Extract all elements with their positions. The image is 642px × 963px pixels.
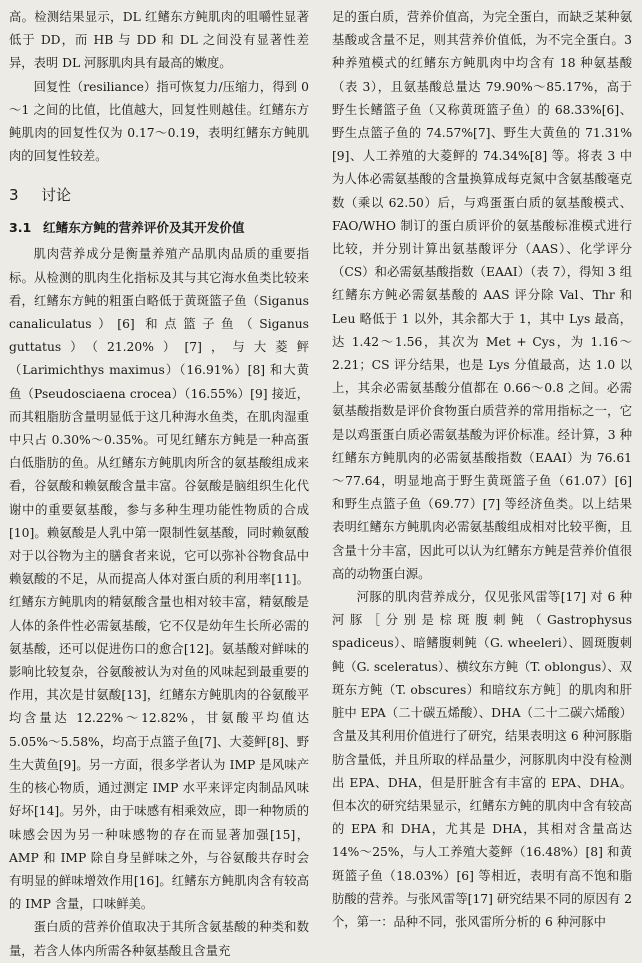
subsection-number: 3.1 bbox=[9, 220, 32, 236]
subsection-heading bbox=[9, 216, 309, 239]
right-column bbox=[332, 6, 632, 934]
paragraph-chewiness: 高。检测结果显示，DL 红鳍东方鲀肌肉的咀嚼性显著低于 DD，而 HB 与 DD 和 DL 之间没有显著性差异，表明 DL 河豚肌肉具有最高的嫩度。 bbox=[9, 10, 309, 71]
paragraph-nutrition: 肌肉营养成分是衡量养殖产品肌肉品质的重要指标。从检测的肌肉生化指标及其与其它海水鱼类比较来看，红鳍东方鲀的粗蛋白略低于黄斑篮子鱼（Siganus canaliculatus）[6] 和点篮子鱼（Siganus guttatus）（21.20%）[7]，与大菱鲆（Larimichthys maximus）（16.91%）[8] 和大黄鱼（Pseudosciaena crocea）（16.55%）[9] 接近，而其粗脂肪含量明显低于这几种海水鱼类，在肌肉湿重中只占 0.30%～0.35%。可见红鳍东方鲀是一种高蛋白低脂肪的鱼。从红鳍东方鲀肌肉所含的氨基酸组成来看，谷氨酸和赖氨酸含量丰富。谷氨酸是脑组织生化代谢中的重要氨基酸，参与多种生理功能性物质的合成[10]。赖氨酸是人乳中第一限制性氨基酸，同时赖氨酸对于以谷物为主的膳食者来说，它可以弥补谷物食品中赖氨酸的不足，从而提高人体对蛋白质的利用率[11]。红鳍东方鲀肌肉的精氨酸含量也相对较丰富，精氨酸是人体的条件性必需氨基酸，它不仅是幼年生长所必需的氨基酸，还可以促进伤口的愈合[12]。氨基酸对鲜味的影响比较复杂，谷氨酸被认为对鱼的风味起到最重要的作用，其次是甘氨酸[13]，红鳍东方鲀肌肉的谷氨酸平均含量达 12.22%～12.82%，甘氨酸平均值达 5.05%～5.58%，均高于点篮子鱼[7]、大菱鲆[8]、野生大黄鱼[9]。另一方面，很多学者认为 IMP 是风味产生的核心物质，通过测定 IMP 水平来评定肉制品风味好坏[14]。另外，由于味感有相乘效应，即一种物质的味感会因为另一种味感物的存在而显著加强[15]，AMP 和 IMP 除自身呈鲜味之外，与谷氨酸共存时会有明显的鲜味增效作用[16]。红鳍东方鲀肌肉含有较高的 IMP 含量，口味鲜美。 bbox=[9, 247, 309, 912]
left-column bbox=[9, 6, 309, 963]
paragraph-amino-acids: 足的蛋白质，营养价值高，为完全蛋白，而缺乏某种氨基酸或含量不足，则其营养价值低，为不完全蛋白。3 种养殖模式的红鳍东方鲀肌肉中均含有 18 种氨基酸（表 3），且氨基酸总量达 79.90%～85.17%，高于野生长鳍篮子鱼（又称黄斑篮子鱼）的 68.33%[6]、野生点篮子鱼的 74.57%[7]、野生大黄鱼的 71.31%[9]、人工养殖的大菱鲆的 74.34%[8] 等。将表 3 中为人体必需氨基酸的含量换算成每克氮中含氨基酸毫克数（乘以 62.50）后，与鸡蛋蛋白质的氨基酸模式、FAO/WHO 制订的蛋白质评价的氨基酸标准模式进行比较，并分别计算出氨基酸评分（AAS）、化学评分（CS）和必需氨基酸指数（EAAI）（表 7），得知 3 组红鳍东方鲀必需氨基酸的 AAS 评分除 Val、Thr 和 Leu 略低于 1 以外，其余都大于 1，其中 Lys 最高，达 1.42～1.56，其次为 Met + Cys，为 1.16～2.21；CS 评分结果，也是 Lys 分值最高，达 1.0 以上，其余必需氨基酸分值都在 0.66～0.8 之间。必需氨基酸指数是评价食物蛋白质营养的常用指标之一，它是以鸡蛋蛋白质必需氨基酸为评价标准。经计算，3 种红鳍东方鲀肌肉的必需氨基酸指数（EAAI）为 76.61～77.64，明显地高于野生黄斑篮子鱼（61.07）[6] 和野生点篮子鱼（69.77）[7] 等经济鱼类。以上结果表明红鳍东方鲀肌肉必需氨基酸组成相对比较平衡，且含量十分丰富，因此可以认为红鳍东方鲀是营养价值很高的动物蛋白源。 bbox=[332, 10, 632, 581]
section-title: 讨论 bbox=[41, 186, 72, 205]
paragraph-epa-dha: 河豚的肌肉营养成分，仅见张风雷等[17] 对 6 种河豚［分别是棕斑腹刺鲀（Gastrophysus spadiceus）、暗鳍腹刺鲀（G. wheeleri）、圆斑腹刺鲀（G. sceleratus）、横纹东方鲀（T. oblongus）、双斑东方鲀（T. obscures）和暗纹东方鲀］的肌肉和肝脏中 EPA（二十碳五烯酸）、DHA（二十二碳六烯酸）含量及其利用价值进行了研究，结果表明这 6 种河豚脂肪含量低，并且所取的样品量少，河豚肌肉中没有检测出 EPA、DHA，但是肝脏含有丰富的 EPA、DHA。但本次的研究结果显示，红鳍东方鲀的肌肉中含有较高的 EPA 和 DHA，尤其是 DHA，其相对含量高达 14%～25%，与人工养殖大菱鲆（16.48%）[8] 和黄斑篮子鱼（18.03%）[6] 等相近，表明有高不饱和脂肪酸的营养。与张风雷等[17] 研究结果不同的原因有 2 个，第一：品种不同，张风雷所分析的 6 种河豚中 bbox=[332, 590, 632, 929]
paragraph-protein-value: 蛋白质的营养价值取决于其所含氨基酸的种类和数量，若含人体内所需各种氨基酸且含量充 bbox=[9, 920, 309, 958]
paragraph-resilience: 回复性（resiliance）指可恢复力/压缩力，得到 0～1 之间的比值，比值越大，回复性则越佳。红鳍东方鲀肌肉的回复性仅为 0.17～0.19，表明红鳍东方鲀肌肉的回复性较差。 bbox=[9, 79, 309, 164]
subsection-title: 红鳍东方鲀的营养评价及其开发价值 bbox=[43, 220, 245, 236]
section-heading bbox=[9, 182, 309, 208]
section-number: 3 bbox=[9, 186, 19, 205]
